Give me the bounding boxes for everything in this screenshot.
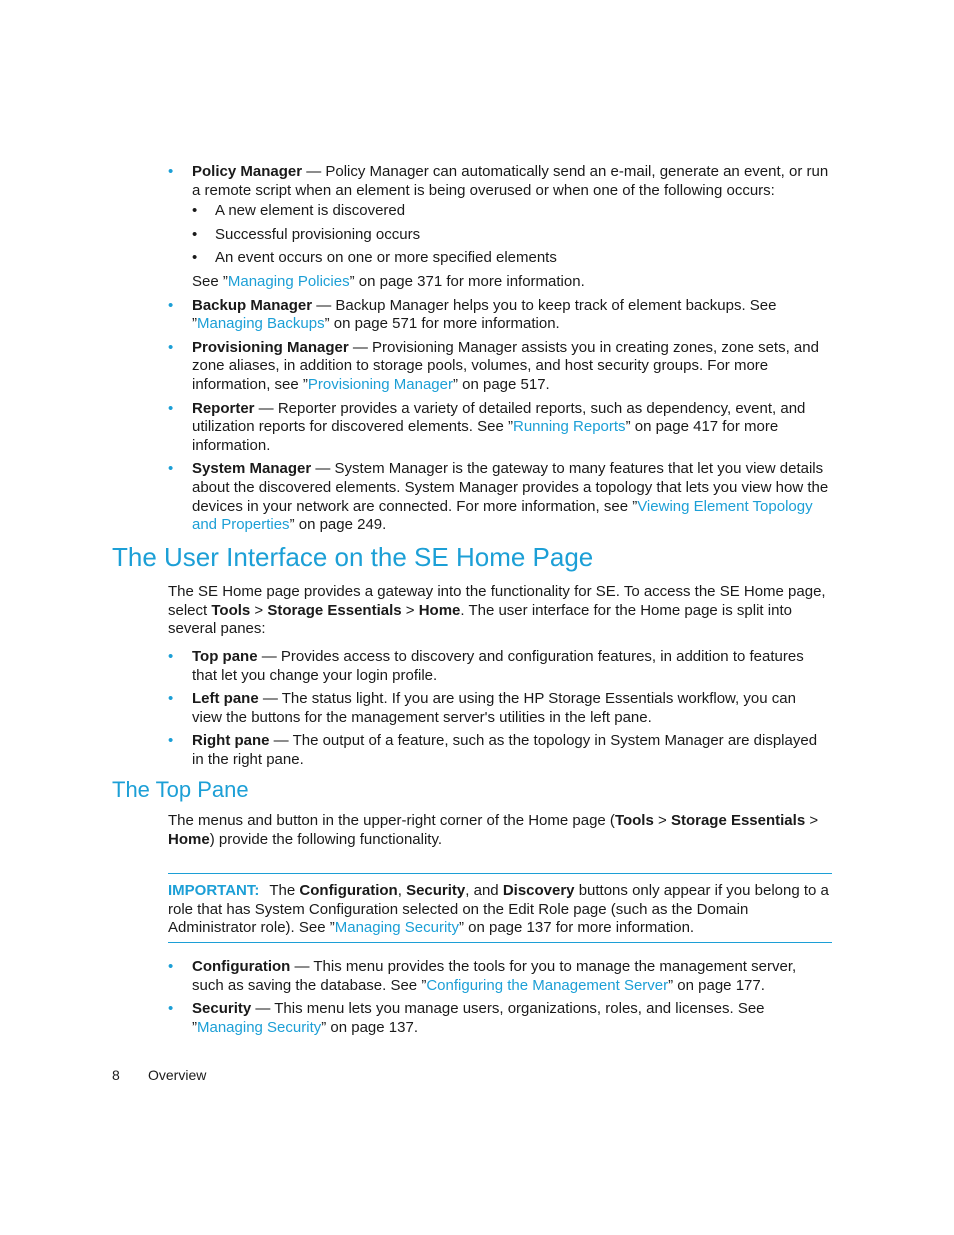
note-text: ” on page 137 for more information. — [458, 919, 695, 937]
reporter-term: Reporter — [192, 399, 255, 417]
provisioning-manager-desc: — Provisioning Manager assists you in creating zones, zone sets, and zone aliases, in addition to storage pools, volumes, and host security groups. For more information, see ” — [192, 338, 819, 393]
note-text: The — [269, 882, 300, 899]
system-manager-term: System Manager — [192, 460, 312, 478]
backup-manager-post: ” on page 571 for more information. — [324, 315, 560, 333]
page-footer — [112, 1066, 206, 1084]
section-heading-user-interface: The User Interface on the SE Home Page — [112, 542, 594, 572]
list-item-backup-manager — [168, 297, 830, 334]
configuration-menu-term: Configuration — [192, 958, 291, 975]
security-menu-post: ” on page 137. — [321, 1018, 418, 1036]
managing-security-link[interactable]: Managing Security — [197, 1018, 322, 1036]
condition-item: • A new element is discovered — [192, 202, 830, 221]
provisioning-manager-post: ” on page 517. — [452, 375, 550, 393]
pane-list — [168, 648, 830, 775]
managing-security-link[interactable]: Managing Security — [334, 919, 459, 937]
important-note-text — [168, 882, 832, 938]
list-item-right-pane — [168, 732, 830, 769]
left-pane-desc: — The status light. If you are using the HP Storage Essentials workflow, you can view the buttons for the management server's utilities in the left pane. — [192, 690, 796, 726]
storage-essentials-term: Storage Essentials — [670, 812, 806, 829]
separator: > — [653, 812, 671, 829]
home-term: Home — [168, 830, 210, 848]
separator: > — [250, 601, 268, 619]
configuration-menu-desc: — This menu provides the tools for you to manage the management server, such as saving the database. See ” — [192, 958, 797, 994]
see-text: ” on page 371 for more information. — [349, 272, 585, 290]
list-item-provisioning-manager — [168, 339, 830, 395]
important-label: IMPORTANT: — [168, 882, 260, 899]
intro-text: . The user interface for the Home page is split into several panes: — [168, 601, 792, 638]
list-item-system-manager — [168, 460, 830, 534]
top-pane-desc: — Provides access to discovery and configuration features, in addition to features that let you change your login profile. — [192, 648, 804, 684]
system-manager-post: ” on page 249. — [289, 516, 387, 534]
list-item-left-pane — [168, 690, 830, 727]
managing-policies-link[interactable]: Managing Policies — [227, 272, 350, 290]
see-text: See ” — [192, 272, 228, 290]
important-note — [168, 873, 832, 943]
provisioning-manager-link[interactable]: Provisioning Manager — [307, 375, 453, 393]
left-pane-term: Left pane — [192, 690, 259, 708]
security-term: Security — [406, 882, 466, 899]
condition-item: • An event occurs on one or more specified elements — [192, 249, 830, 268]
backup-manager-term: Backup Manager — [192, 296, 313, 314]
note-text: , and — [465, 882, 503, 899]
intro-text: ) provide the following functionality. — [209, 830, 443, 848]
policy-manager-desc: — Policy Manager can automatically send an e-mail, generate an event, or run a remote script when an element is being overused or when one of the following occurs: — [192, 163, 829, 199]
manager-list — [168, 163, 830, 540]
storage-essentials-term: Storage Essentials — [267, 601, 402, 619]
page-number: 8 — [112, 1067, 120, 1083]
configuring-management-server-link[interactable]: Configuring the Management Server — [426, 976, 669, 994]
system-manager-desc: — System Manager is the gateway to many features that let you view details about the discovered elements. System Manager provides a topology that lets you view how the devices in your network are connected. For more information, see ” — [192, 460, 829, 515]
note-text: , — [397, 882, 407, 899]
provisioning-manager-term: Provisioning Manager — [192, 338, 349, 356]
right-pane-term: Right pane — [192, 732, 270, 750]
separator: > — [805, 812, 819, 829]
top-pane-menu-list — [168, 958, 830, 1042]
managing-backups-link[interactable]: Managing Backups — [197, 315, 325, 333]
top-pane-intro — [168, 812, 830, 849]
security-menu-term: Security — [192, 1000, 252, 1018]
intro-text: The SE Home page provides a gateway into the functionality for SE. To access the SE Home page, select — [168, 583, 826, 619]
security-menu-desc: — This menu lets you manage users, organizations, roles, and licenses. See ” — [192, 1000, 765, 1036]
list-item-configuration — [168, 958, 830, 995]
viewing-element-topology-link[interactable]: Viewing Element Topology and Properties — [192, 497, 813, 534]
list-item-policy-manager — [168, 163, 830, 292]
note-text: buttons only appear if you belong to a role that has System Configuration selected on the Edit Role page (such as the Domain Administrator role). See ” — [168, 882, 829, 937]
footer-section-name: Overview — [148, 1067, 207, 1083]
tools-term: Tools — [614, 812, 654, 829]
reporter-post: ” on page 417 for more information. — [192, 418, 779, 454]
policy-manager-term: Policy Manager — [192, 163, 303, 180]
list-item-top-pane — [168, 648, 830, 685]
configuration-term: Configuration — [299, 882, 398, 899]
policy-conditions-list — [192, 202, 830, 268]
discovery-term: Discovery — [502, 882, 575, 899]
separator: > — [401, 601, 419, 619]
user-interface-intro — [168, 583, 830, 639]
right-pane-desc: — The output of a feature, such as the topology in System Manager are displayed in the right pane. — [192, 732, 818, 768]
configuration-menu-post: ” on page 177. — [668, 976, 765, 994]
list-item-reporter — [168, 400, 830, 456]
backup-manager-desc: — Backup Manager helps you to keep track of element backups. See ” — [192, 296, 777, 333]
list-item-security — [168, 1000, 830, 1037]
tools-term: Tools — [211, 601, 251, 619]
section-heading-top-pane: The Top Pane — [112, 777, 249, 802]
intro-text: The menus and button in the upper-right corner of the Home page ( — [168, 812, 615, 829]
home-term: Home — [418, 601, 461, 619]
reporter-desc: — Reporter provides a variety of detailed reports, such as dependency, event, and utilization reports for discovered elements. See ” — [192, 399, 806, 436]
running-reports-link[interactable]: Running Reports — [512, 418, 626, 436]
policy-see-also — [192, 273, 830, 292]
condition-item: • Successful provisioning occurs — [192, 226, 830, 245]
top-pane-term: Top pane — [192, 648, 258, 665]
